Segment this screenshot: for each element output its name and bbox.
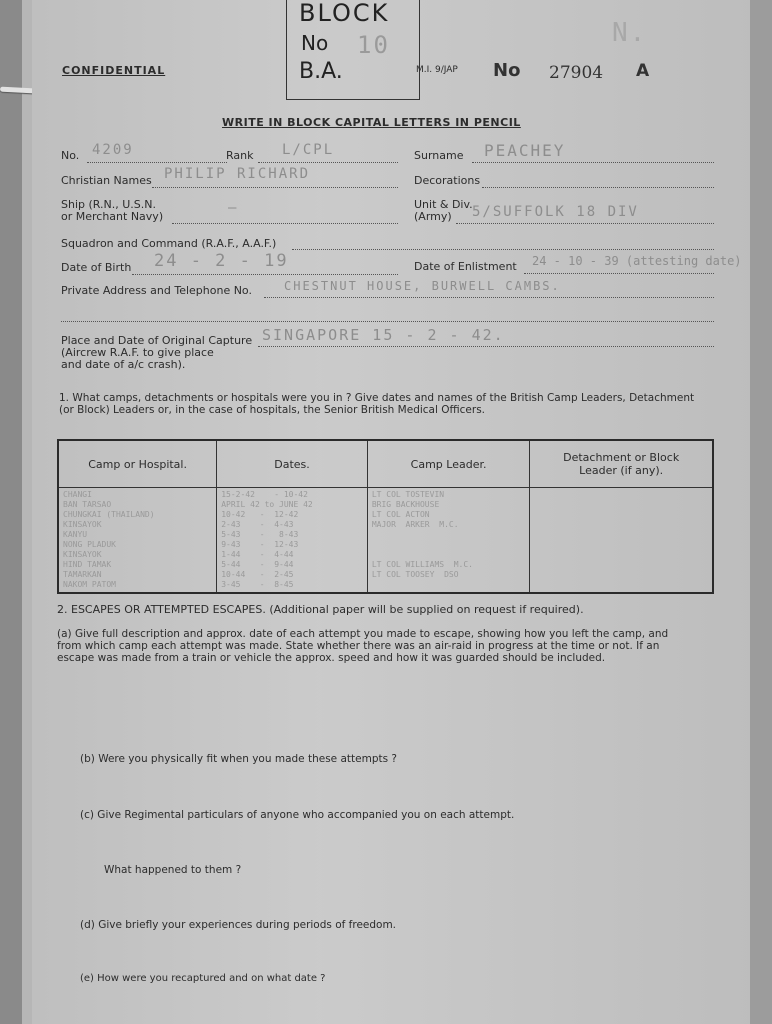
- address-label: Private Address and Telephone No.: [61, 284, 252, 297]
- table-cell-col1-row-0: CHANGI: [63, 490, 92, 499]
- table-cell-col1-row-8: TAMARKAN: [63, 570, 102, 579]
- rank-line: [258, 162, 398, 163]
- surname-label: Surname: [414, 149, 464, 162]
- ship-label-2: or Merchant Navy): [61, 210, 164, 223]
- dob-label: Date of Birth: [61, 261, 132, 274]
- question-2b: (b) Were you physically fit when you made these attempts ?: [80, 753, 397, 765]
- enlistment-label: Date of Enlistment: [414, 260, 517, 273]
- question-1-line-1: 1. What camps, detachments or hospitals were you in ? Give dates and names of the British Camp Leaders, Detachment: [59, 392, 695, 404]
- question-2a-line-1: (a) Give full description and approx. date of each attempt you made to escape, showing how you left the camp, and: [57, 628, 669, 640]
- table-cell-col2-row-2: 10-42 - 12-42: [221, 510, 299, 519]
- rank-value: L/CPL: [282, 142, 335, 158]
- table-cell-col1-row-6: KINSAYOK: [63, 550, 102, 559]
- block-no-label: No: [301, 31, 329, 55]
- table-cell-col3-row-3: MAJOR ARKER M.C.: [371, 520, 459, 529]
- block-title: BLOCK: [299, 0, 390, 27]
- table-cell-col2-row-6: 1-44 - 4-44: [221, 550, 294, 559]
- form-no-value: 27904: [549, 63, 604, 83]
- camps-list: [63, 490, 212, 590]
- address-line-1: [264, 297, 714, 298]
- binder-edge: [0, 0, 24, 1024]
- capture-label-1: Place and Date of Original Capture: [61, 334, 253, 347]
- corner-mark: N.: [612, 18, 648, 48]
- question-1-line-2: (or Block) Leaders or, in the case of hospitals, the Senior British Medical Officers.: [59, 404, 486, 416]
- camps-column: [58, 488, 217, 594]
- squadron-label: Squadron and Command (R.A.F., A.A.F.): [61, 237, 277, 250]
- question-2-heading: 2. ESCAPES OR ATTEMPTED ESCAPES. (Additional paper will be supplied on request if required).: [57, 603, 584, 616]
- question-2c: (c) Give Regimental particulars of anyone who accompanied you on each attempt.: [80, 809, 515, 821]
- table-cell-col3-row-1: BRIG BACKHOUSE: [371, 500, 440, 509]
- unit-value: 5/SUFFOLK 18 DIV: [472, 204, 639, 220]
- no-label: No.: [61, 149, 80, 162]
- capture-line: [258, 346, 714, 347]
- decorations-line: [482, 187, 714, 188]
- leaders-list: [372, 490, 525, 590]
- block-ba: B.A.: [299, 59, 343, 84]
- table-cell-col3-row-5: [372, 540, 525, 550]
- leaders-column: [367, 488, 529, 594]
- confidential-label: CONFIDENTIAL: [62, 64, 166, 77]
- surname-line: [472, 162, 714, 163]
- block-no-value: 10: [357, 31, 390, 59]
- unit-line: [456, 223, 714, 224]
- table-cell-col2-row-9: 3-45 - 8-45: [221, 580, 294, 589]
- detachment-column: [530, 488, 713, 594]
- surname-value: PEACHEY: [484, 141, 566, 160]
- christian-names-line: [152, 187, 398, 188]
- rank-label: Rank: [226, 149, 254, 162]
- ship-label-1: Ship (R.N., U.S.N.: [61, 198, 156, 211]
- header-camp-or-hospital: Camp or Hospital.: [58, 440, 217, 488]
- table-cell-col2-row-5: 9-43 - 12-43: [221, 540, 299, 549]
- table-cell-col2-row-8: 10-44 - 2-45: [221, 570, 294, 579]
- table-cell-col1-row-7: HIND TAMAK: [63, 560, 112, 569]
- block-stamp: [286, 0, 420, 100]
- table-cell-col1-row-3: KINSAYOK: [63, 520, 102, 529]
- unit-label-1: Unit & Div.: [414, 198, 473, 211]
- ship-line: [172, 223, 398, 224]
- table-cell-col1-row-2: CHUNGKAI (THAILAND): [63, 510, 155, 519]
- capture-label-3: and date of a/c crash).: [61, 358, 186, 371]
- dates-list: [221, 490, 363, 590]
- ship-value: —: [228, 200, 239, 216]
- table-cell-col2-row-1: APRIL 42 to JUNE 42: [221, 500, 313, 509]
- question-2d: (d) Give briefly your experiences during periods of freedom.: [80, 919, 397, 931]
- question-2a-line-2: from which camp each attempt was made. State whether there was an air-raid in progress at the time or not. If an: [57, 640, 660, 652]
- table-cell-col3-row-8: LT COL TOOSEY DSO: [371, 570, 459, 579]
- question-2c-sub: What happened to them ?: [104, 864, 242, 876]
- form-code: M.I. 9/JAP: [416, 65, 458, 75]
- table-cell-col3-row-7: LT COL WILLIAMS M.C.: [371, 560, 473, 569]
- right-page-edge: [749, 0, 772, 1024]
- table-cell-col2-row-0: 15-2-42 - 10-42: [221, 490, 308, 499]
- header-detachment-leader-text: Detachment or Block Leader (if any).: [563, 451, 680, 477]
- christian-names-label: Christian Names: [61, 174, 152, 187]
- table-cell-col3-row-6: [372, 550, 525, 560]
- table-cell-col1-row-1: BAN TARSAO: [63, 500, 112, 509]
- dates-column: [217, 488, 368, 594]
- address-value: CHESTNUT HOUSE, BURWELL CAMBS.: [284, 279, 561, 293]
- capture-label-2: (Aircrew R.A.F. to give place: [61, 346, 214, 359]
- dob-line: [132, 274, 398, 275]
- no-line: [87, 162, 227, 163]
- header-detachment-leader: [530, 440, 713, 488]
- instruction-heading: WRITE IN BLOCK CAPITAL LETTERS IN PENCIL: [222, 116, 521, 129]
- christian-names-value: PHILIP RICHARD: [164, 166, 311, 182]
- squadron-line: [292, 249, 714, 250]
- enlistment-line: [524, 273, 714, 274]
- no-value: 4209: [92, 142, 134, 158]
- header-dates: Dates.: [217, 440, 368, 488]
- unit-label-2: (Army): [414, 210, 452, 223]
- table-cell-col3-row-2: LT COL ACTON: [371, 510, 430, 519]
- form-no-label: No: [493, 60, 521, 81]
- question-2a-line-3: escape was made from a train or vehicle the approx. speed and how it was guarded should be included.: [57, 652, 606, 664]
- table-cell-col1-row-4: KANYU: [63, 530, 88, 539]
- table-cell-col2-row-3: 2-43 - 4-43: [221, 520, 294, 529]
- table-cell-col1-row-9: NAKOM PATOM: [63, 580, 116, 589]
- address-line-2: [61, 321, 714, 322]
- table-cell-col3-row-4: [372, 530, 525, 540]
- enlistment-value: 24 - 10 - 39 (attesting date): [532, 254, 742, 268]
- table-cell-col1-row-5: NONG PLADUK: [63, 540, 116, 549]
- form-suffix: A: [636, 61, 650, 81]
- question-2e: (e) How were you recaptured and on what date ?: [80, 973, 326, 984]
- table-cell-col2-row-7: 5-44 - 9-44: [221, 560, 294, 569]
- table-cell-col3-row-9: [372, 580, 525, 590]
- capture-value: SINGAPORE 15 - 2 - 42.: [262, 326, 505, 344]
- table-cell-col3-row-0: LT COL TOSTEVIN: [371, 490, 445, 499]
- header-camp-leader: Camp Leader.: [367, 440, 529, 488]
- decorations-label: Decorations: [414, 174, 481, 187]
- table-cell-col2-row-4: 5-43 - 8-43: [221, 530, 299, 539]
- dob-value: 24 - 2 - 19: [154, 251, 289, 271]
- camps-table: [57, 439, 714, 594]
